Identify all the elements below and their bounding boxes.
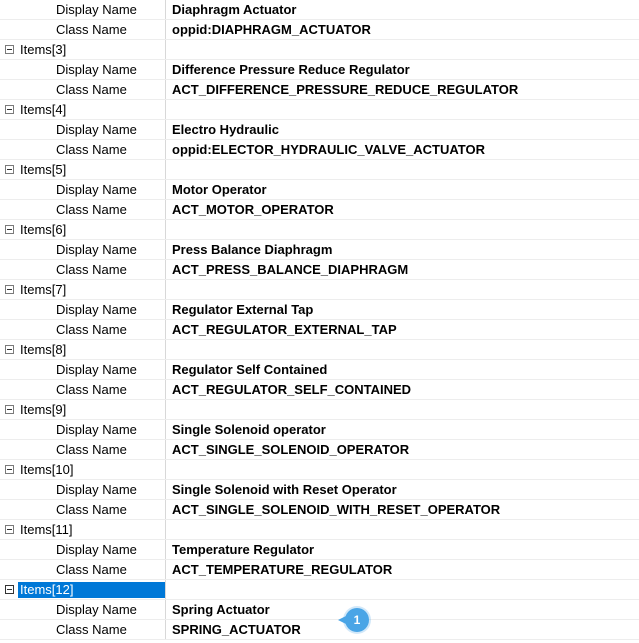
property-row-display-name[interactable]: [0, 180, 639, 200]
property-name: Class Name: [0, 440, 166, 459]
property-name: Class Name: [0, 200, 166, 219]
property-row-display-name[interactable]: [0, 420, 639, 440]
property-value[interactable]: Motor Operator: [172, 182, 267, 197]
property-row-class-name[interactable]: [0, 260, 639, 280]
property-name: Display Name: [0, 120, 166, 139]
property-name: Display Name: [0, 600, 166, 619]
group-label: Items[7]: [20, 281, 67, 297]
group-row-items-8[interactable]: [0, 340, 639, 360]
group-label: Items[5]: [20, 161, 67, 177]
group-label: Items[8]: [20, 341, 67, 357]
property-value[interactable]: Electro Hydraulic: [172, 122, 279, 137]
property-row-class-name[interactable]: [0, 500, 639, 520]
group-name-cell[interactable]: [0, 40, 166, 59]
collapse-icon[interactable]: [5, 105, 14, 114]
property-name: Class Name: [0, 560, 166, 579]
group-value: [166, 100, 639, 119]
property-name: Class Name: [0, 20, 166, 39]
group-value: [166, 280, 639, 299]
group-row-items-12[interactable]: [0, 580, 639, 600]
property-row-display-name[interactable]: [0, 600, 639, 620]
property-value[interactable]: ACT_SINGLE_SOLENOID_OPERATOR: [172, 442, 410, 457]
group-name-cell[interactable]: [0, 160, 166, 179]
group-row-items-10[interactable]: [0, 460, 639, 480]
property-row-display-name[interactable]: [0, 240, 639, 260]
property-row-display-name[interactable]: [0, 480, 639, 500]
property-name: Class Name: [0, 380, 166, 399]
property-name: Class Name: [0, 80, 166, 99]
group-row-items-9[interactable]: [0, 400, 639, 420]
property-value[interactable]: ACT_REGULATOR_SELF_CONTAINED: [172, 382, 412, 397]
group-value: [166, 520, 639, 539]
group-row-items-7[interactable]: [0, 280, 639, 300]
callout-badge: 1: [345, 608, 369, 632]
property-value[interactable]: Temperature Regulator: [172, 542, 315, 557]
property-value[interactable]: ACT_SINGLE_SOLENOID_WITH_RESET_OPERATOR: [172, 502, 501, 517]
group-label: Items[3]: [20, 41, 67, 57]
property-value[interactable]: ACT_TEMPERATURE_REGULATOR: [172, 562, 393, 577]
group-name-cell[interactable]: [0, 520, 166, 539]
property-name: Display Name: [0, 300, 166, 319]
property-value[interactable]: Press Balance Diaphragm: [172, 242, 333, 257]
property-name: Display Name: [0, 540, 166, 559]
group-label: Items[9]: [20, 401, 67, 417]
property-value[interactable]: Spring Actuator: [172, 602, 270, 617]
property-name: Class Name: [0, 140, 166, 159]
property-value[interactable]: oppid:DIAPHRAGM_ACTUATOR: [172, 22, 371, 37]
group-value: [166, 340, 639, 359]
property-row-display-name[interactable]: [0, 120, 639, 140]
property-value[interactable]: Single Solenoid with Reset Operator: [172, 482, 397, 497]
collapse-icon[interactable]: [5, 525, 14, 534]
property-row-class-name[interactable]: [0, 20, 639, 40]
property-row-display-name[interactable]: [0, 60, 639, 80]
collapse-icon[interactable]: [5, 225, 14, 234]
property-name: Display Name: [0, 240, 166, 259]
collapse-icon[interactable]: [5, 345, 14, 354]
group-value: [166, 460, 639, 479]
property-value[interactable]: ACT_DIFFERENCE_PRESSURE_REDUCE_REGULATOR: [172, 82, 519, 97]
group-row-items-5[interactable]: [0, 160, 639, 180]
property-name: Display Name: [0, 480, 166, 499]
property-value[interactable]: Regulator Self Contained: [172, 362, 328, 377]
group-name-cell[interactable]: [0, 580, 166, 599]
group-row-items-11[interactable]: [0, 520, 639, 540]
group-name-cell[interactable]: [0, 340, 166, 359]
property-row-display-name[interactable]: [0, 360, 639, 380]
group-row-items-4[interactable]: [0, 100, 639, 120]
group-name-cell[interactable]: [0, 100, 166, 119]
collapse-icon[interactable]: [5, 285, 14, 294]
property-name: Display Name: [0, 180, 166, 199]
group-row-items-6[interactable]: [0, 220, 639, 240]
property-row-display-name[interactable]: [0, 540, 639, 560]
property-name: Class Name: [0, 500, 166, 519]
group-value: [166, 160, 639, 179]
group-value: [166, 220, 639, 239]
property-value[interactable]: ACT_PRESS_BALANCE_DIAPHRAGM: [172, 262, 409, 277]
group-name-cell[interactable]: [0, 280, 166, 299]
group-label: Items[12]: [18, 582, 165, 598]
property-name: Display Name: [0, 360, 166, 379]
property-value[interactable]: oppid:ELECTOR_HYDRAULIC_VALVE_ACTUATOR: [172, 142, 485, 157]
group-name-cell[interactable]: [0, 220, 166, 239]
property-name: Class Name: [0, 320, 166, 339]
group-label: Items[11]: [20, 521, 73, 537]
group-row-items-3[interactable]: [0, 40, 639, 60]
collapse-icon[interactable]: [5, 45, 14, 54]
collapse-icon[interactable]: [5, 465, 14, 474]
group-label: Items[10]: [20, 461, 74, 477]
property-row-display-name[interactable]: [0, 300, 639, 320]
property-value[interactable]: ACT_REGULATOR_EXTERNAL_TAP: [172, 322, 397, 337]
property-row-class-name[interactable]: [0, 140, 639, 160]
group-value: [166, 400, 639, 419]
property-name: Display Name: [0, 0, 166, 19]
property-row-class-name[interactable]: [0, 80, 639, 100]
property-name: Display Name: [0, 60, 166, 79]
property-row-class-name[interactable]: [0, 440, 639, 460]
property-value[interactable]: Regulator External Tap: [172, 302, 314, 317]
property-name: Class Name: [0, 260, 166, 279]
property-value[interactable]: ACT_MOTOR_OPERATOR: [172, 202, 334, 217]
group-name-cell[interactable]: [0, 460, 166, 479]
group-value: [166, 40, 639, 59]
property-value[interactable]: Diaphragm Actuator: [172, 2, 297, 17]
collapse-icon[interactable]: [5, 585, 14, 594]
property-row-class-name[interactable]: [0, 200, 639, 220]
collapse-icon[interactable]: [5, 405, 14, 414]
property-value[interactable]: Difference Pressure Reduce Regulator: [172, 62, 410, 77]
property-value[interactable]: Single Solenoid operator: [172, 422, 326, 437]
collapse-icon[interactable]: [5, 165, 14, 174]
group-label: Items[6]: [20, 221, 67, 237]
property-row-class-name[interactable]: [0, 620, 639, 640]
property-row-class-name[interactable]: [0, 560, 639, 580]
property-value[interactable]: SPRING_ACTUATOR: [172, 622, 301, 637]
property-name: Display Name: [0, 420, 166, 439]
group-name-cell[interactable]: [0, 400, 166, 419]
property-row-class-name[interactable]: [0, 320, 639, 340]
property-row-class-name[interactable]: [0, 380, 639, 400]
group-label: Items[4]: [20, 101, 67, 117]
property-name: Class Name: [0, 620, 166, 639]
group-value: [166, 580, 639, 599]
property-row-display-name[interactable]: [0, 0, 639, 20]
